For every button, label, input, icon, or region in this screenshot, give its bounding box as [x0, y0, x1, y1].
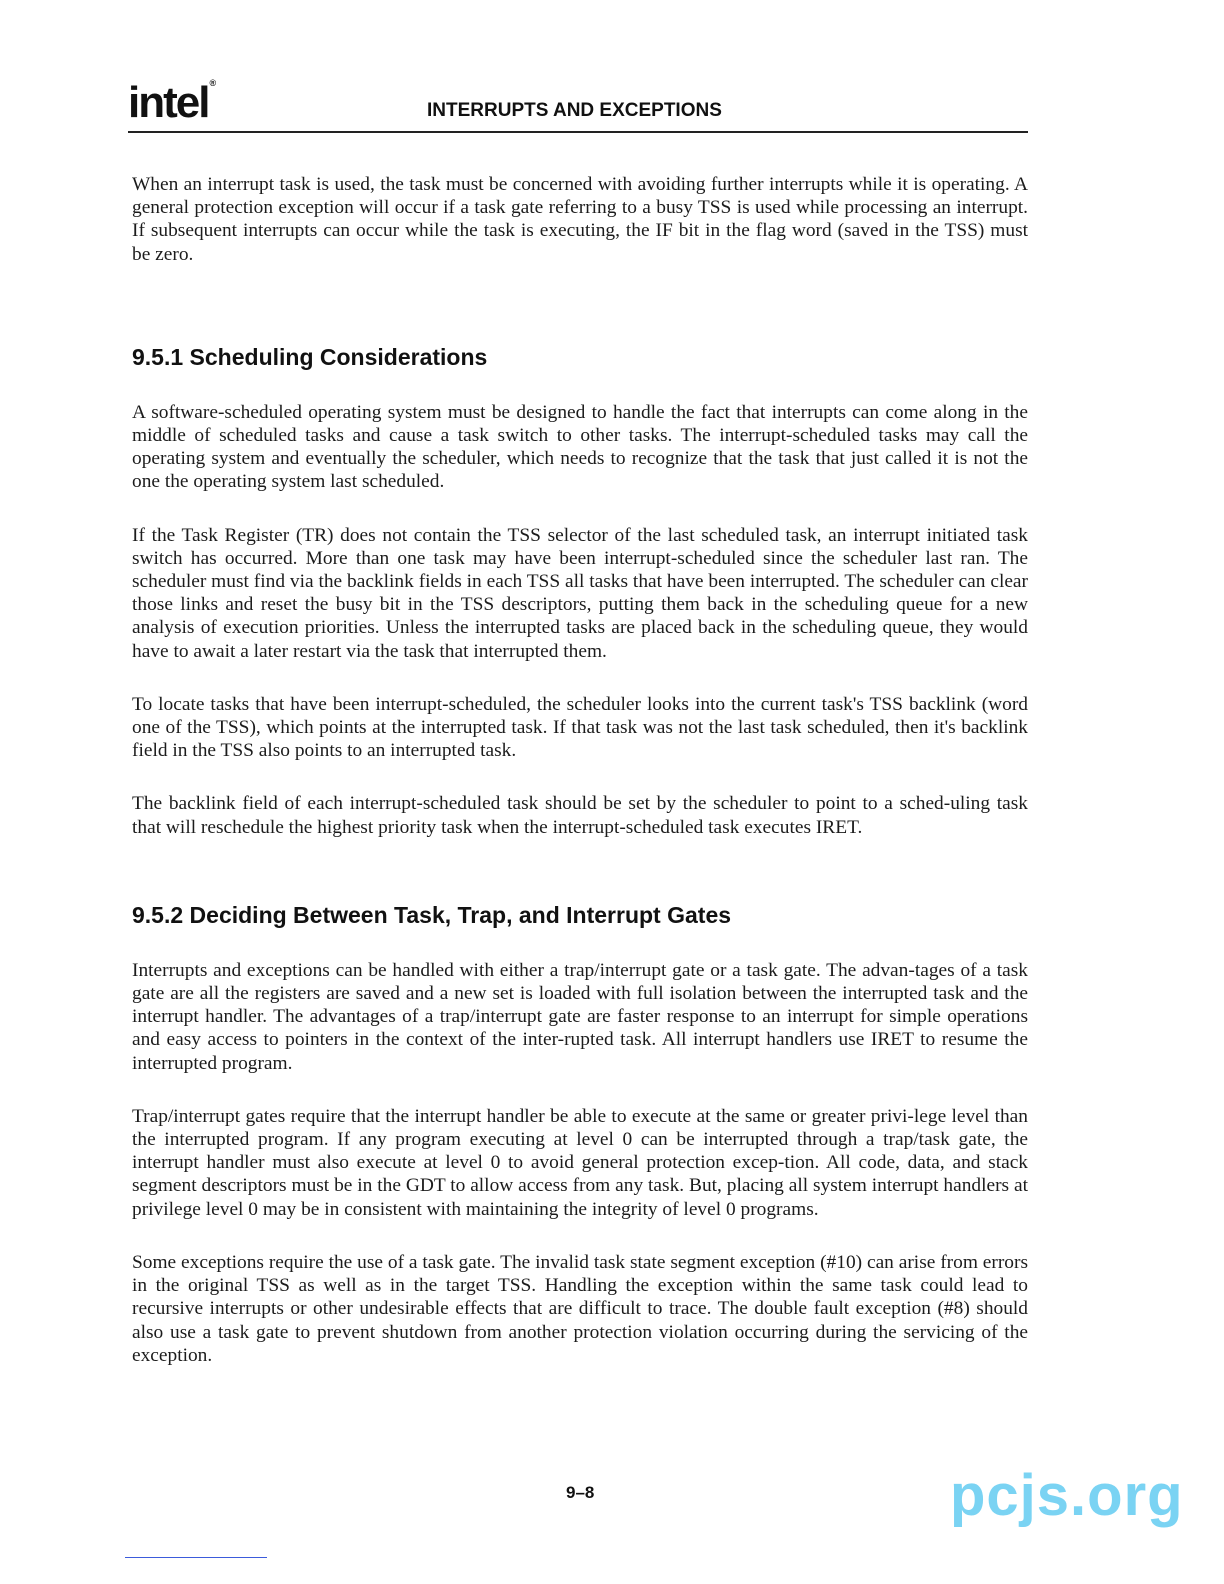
intel-logo-text: intel	[128, 78, 209, 127]
paragraph-task-register: If the Task Register (TR) does not contain the TSS selector of the last scheduled task, an interrupt initiated task switch has occurred. More than one task may have been interrupt-scheduled since the scheduler last ran. The scheduler must find via the backlink fields in each TSS all tasks that have been interrupted. The scheduler can clear those links and reset the busy bit in the TSS descriptors, putting them back in the scheduling queue for a new analysis of execution priorities. Unless the interrupted tasks are placed back in the scheduling queue, they would have to await a later restart via the task that interrupted them.	[132, 524, 1028, 662]
registered-mark: ®	[209, 78, 217, 88]
paragraph-privilege-level: Trap/interrupt gates require that the interrupt handler be able to execute at the same or greater privi-lege level than the interrupted program. If any program executing at level 0 can be interrupted through a trap/task gate, the interrupt handler must also execute at level 0 to avoid general protection excep-tion. All code, data, and stack segment descriptors must be in the GDT to allow access from any task. But, placing all system interrupt handlers at privilege level 0 may be in consistent with maintaining the integrity of level 0 programs.	[132, 1105, 1028, 1220]
section-heading-deciding-gates: 9.5.2 Deciding Between Task, Trap, and Interrupt Gates	[132, 901, 732, 928]
intel-logo	[128, 78, 216, 128]
page-body	[132, 173, 1028, 1397]
watermark: pcjs.org	[950, 1463, 1184, 1528]
paragraph-task-gate-exceptions: Some exceptions require the use of a task gate. The invalid task state segment exception (#10) can arise from errors in the original TSS as well as in the target TSS. Handling the exception within the same task could lead to recursive interrupts or other undesirable effects that are difficult to trace. The double fault exception (#8) should also use a task gate to prevent shutdown from another protection violation occurring during the servicing of the exception.	[132, 1251, 1028, 1366]
paragraph-software-scheduled: A software-scheduled operating system must be designed to handle the fact that interrupts can come along in the middle of scheduled tasks and cause a task switch to other tasks. The interrupt-scheduled tasks may call the operating system and eventually the scheduler, which needs to recognize that the task that just called it is not the one the operating system last scheduled.	[132, 401, 1028, 493]
paragraph-interrupt-task: When an interrupt task is used, the task must be concerned with avoiding further interrupts while it is operating. A general protection exception will occur if a task gate referring to a busy TSS is used while processing an interrupt. If subsequent interrupts can occur while the task is executing, the IF bit in the flag word (saved in the TSS) must be zero.	[132, 174, 1028, 265]
footer-rule	[125, 1557, 267, 1558]
page-header-title: INTERRUPTS AND EXCEPTIONS	[427, 100, 722, 121]
paragraph-backlink-field: The backlink field of each interrupt-scheduled task should be set by the scheduler to point to a sched-uling task that will reschedule the highest priority task when the interrupt-scheduled task executes IRET.	[132, 793, 1028, 838]
section-heading-scheduling: 9.5.1 Scheduling Considerations	[132, 343, 488, 370]
header-rule	[128, 131, 1028, 133]
paragraph-gate-advantages: Interrupts and exceptions can be handled with either a trap/interrupt gate or a task gate. The advan-tages of a task gate are all the registers are saved and a new set is loaded with full isolation between the interrupted task and the interrupt handler. The advantages of a trap/interrupt gate are faster response to an interrupt for simple operations and easy access to pointers in the context of the inter-rupted task. All interrupt handlers use IRET to resume the interrupted program.	[132, 959, 1028, 1074]
page-number: 9–8	[566, 1483, 595, 1502]
paragraph-locate-tasks: To locate tasks that have been interrupt-scheduled, the scheduler looks into the current task's TSS backlink (word one of the TSS), which points at the interrupted task. If that task was not the last task scheduled, then it's backlink field in the TSS also points to an interrupted task.	[132, 693, 1028, 762]
